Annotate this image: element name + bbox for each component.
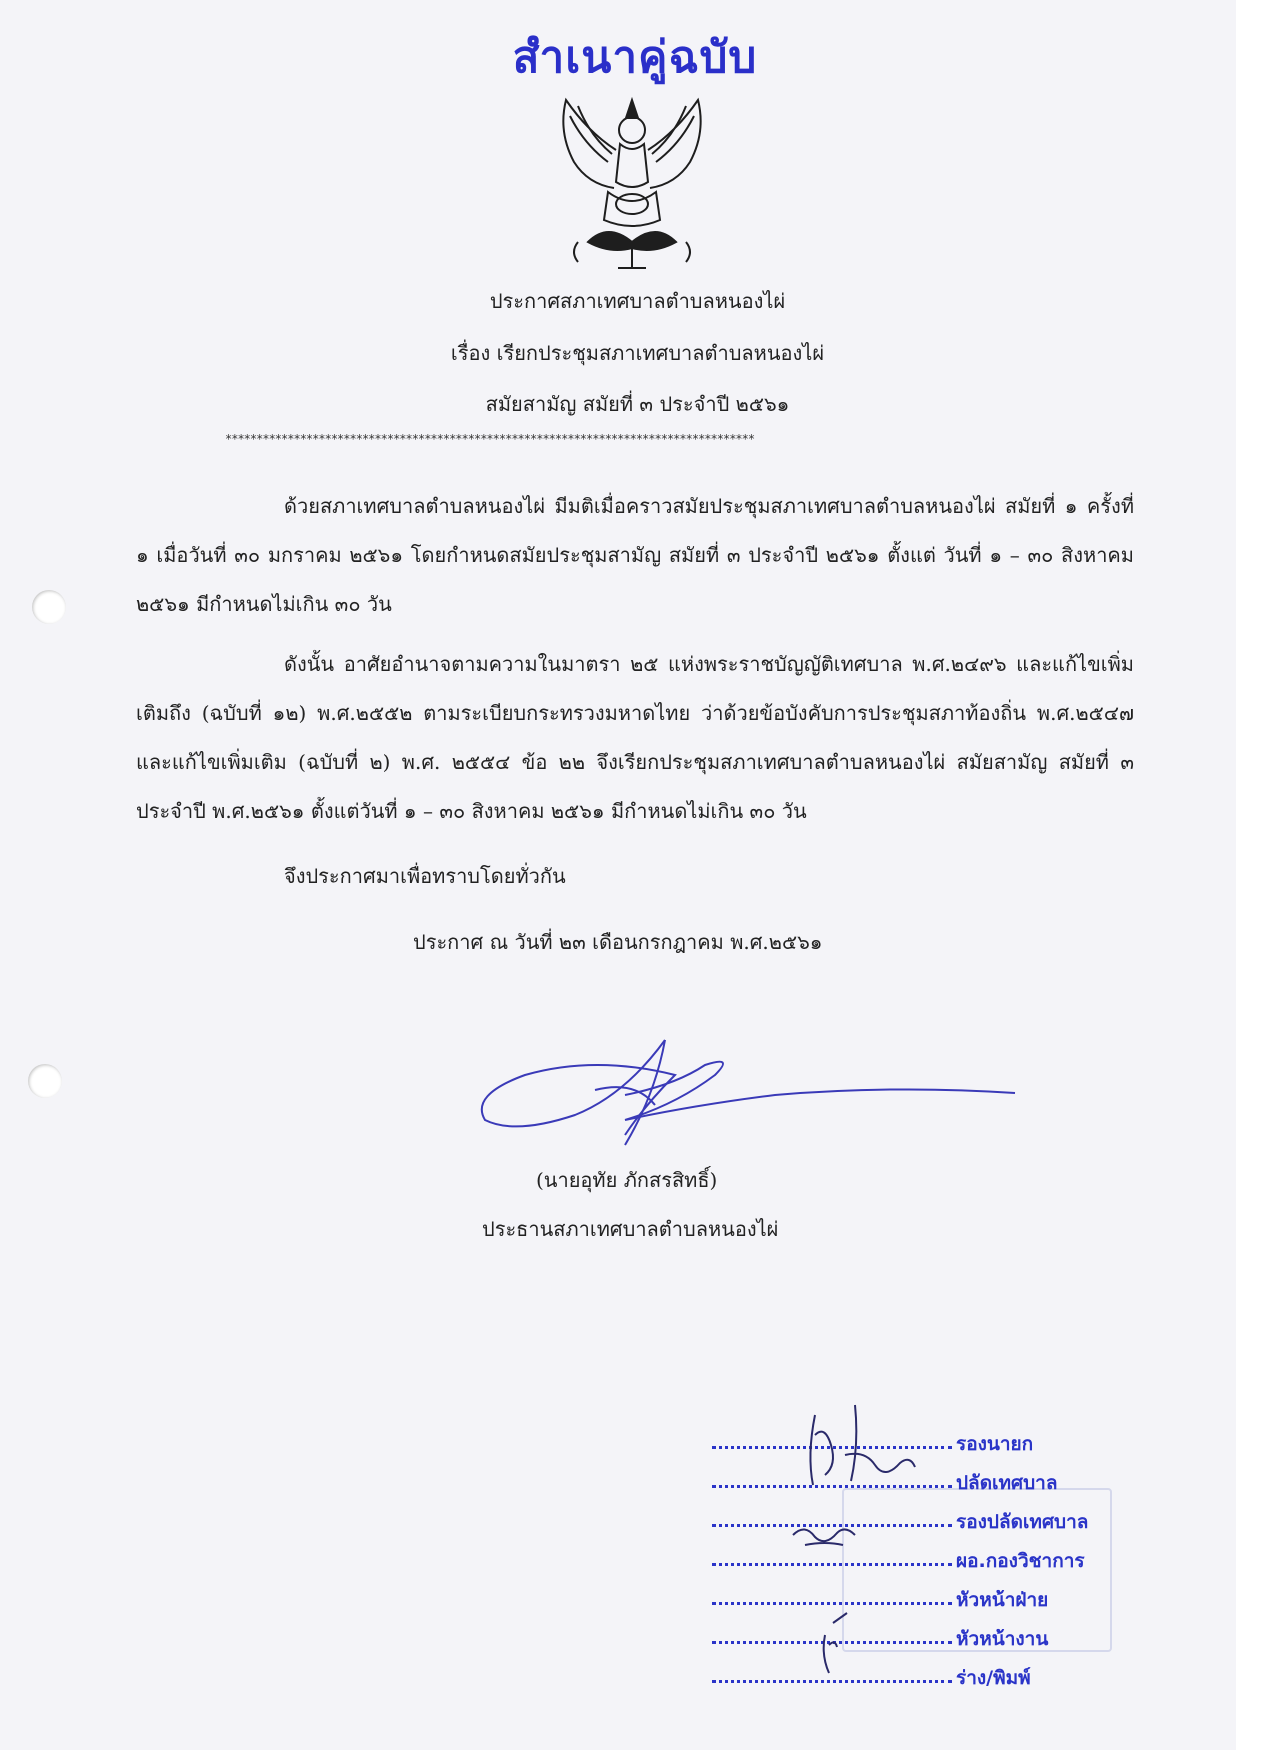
page-edge: [1236, 0, 1275, 1750]
header-line-2: เรื่อง เรียกประชุมสภาเทศบาลตำบลหนองไผ่: [450, 341, 825, 365]
routing-label-section-head: หัวหน้าฝ่าย: [956, 1589, 1049, 1611]
punch-hole-top: [32, 590, 66, 624]
body-paragraph-2-block: [136, 640, 1134, 836]
closing-text: จึงประกาศมาเพื่อทราบโดยทั่วกัน: [284, 864, 566, 888]
garuda-emblem-icon: [548, 92, 716, 274]
signatory-name: (นายอุทัย ภักสรสิทธิ์): [536, 1168, 718, 1192]
body-paragraph-2: ดังนั้น อาศัยอำนาจตามความในมาตรา ๒๕ แห่งพระราชบัญญัติเทศบาล พ.ศ.๒๔๙๖ และแก้ไขเพิ่มเติมถึง (ฉบับที่ ๑๒) พ.ศ.๒๕๕๒ ตามระเบียบกระทรวงมหาดไทย ว่าด้วยข้อบังคับการประชุมสภาท้องถิ่น พ.ศ.๒๕๔๗ และแก้ไขเพิ่มเติม (ฉบับที่ ๒) พ.ศ. ๒๕๕๔ ข้อ ๒๒ จึงเรียกประชุมสภาเทศบาลตำบลหนองไผ่ สมัยสามัญ สมัยที่ ๓ ประจำปี พ.ศ.๒๕๖๑ ตั้งแต่วันที่ ๑ – ๓๐ สิงหาคม ๒๕๖๑ มีกำหนดไม่เกิน ๓๐ วัน: [136, 652, 1134, 823]
signatory-position: ประธานสภาเทศบาลตำบลหนองไผ่: [482, 1217, 779, 1241]
punch-hole-bottom: [28, 1064, 62, 1098]
header-line-3: สมัยสามัญ สมัยที่ ๓ ประจำปี ๒๕๖๑: [485, 392, 790, 416]
routing-label-municipal-clerk: ปลัดเทศบาล: [956, 1472, 1058, 1494]
routing-label-deputy-clerk: รองปลัดเทศบาล: [956, 1511, 1089, 1533]
header-line-1: ประกาศสภาเทศบาลตำบลหนองไผ่: [489, 289, 786, 313]
separator: *************************************************************************************: [225, 432, 755, 446]
copy-stamp: สำเนาคู่ฉบับ: [512, 32, 758, 83]
routing-label-academic-director: ผอ.กองวิชาการ: [956, 1550, 1085, 1572]
routing-label-unit-head: หัวหน้างาน: [956, 1628, 1049, 1650]
president-signature: [475, 1035, 1020, 1165]
body-paragraph-1: ด้วยสภาเทศบาลตำบลหนองไผ่ มีมติเมื่อคราวสมัยประชุมสภาเทศบาลตำบลหนองไผ่ สมัยที่ ๑ ครั้งที่ ๑ เมื่อวันที่ ๓๐ มกราคม ๒๕๖๑ โดยกำหนดสมัยประชุมสามัญ สมัยที่ ๓ ประจำปี ๒๕๖๑ ตั้งแต่ วันที่ ๑ – ๓๐ สิงหาคม ๒๕๖๑ มีกำหนดไม่เกิน ๓๐ วัน: [136, 494, 1134, 616]
announcement-date: ประกาศ ณ วันที่ ๒๓ เดือนกรกฎาคม พ.ศ.๒๕๖๑: [413, 930, 823, 954]
routing-label-drafter: ร่าง/พิมพ์: [956, 1667, 1031, 1689]
routing-initials: [785, 1395, 965, 1685]
body-paragraph-1-block: [136, 482, 1134, 629]
routing-label-deputy-mayor: รองนายก: [956, 1433, 1034, 1455]
